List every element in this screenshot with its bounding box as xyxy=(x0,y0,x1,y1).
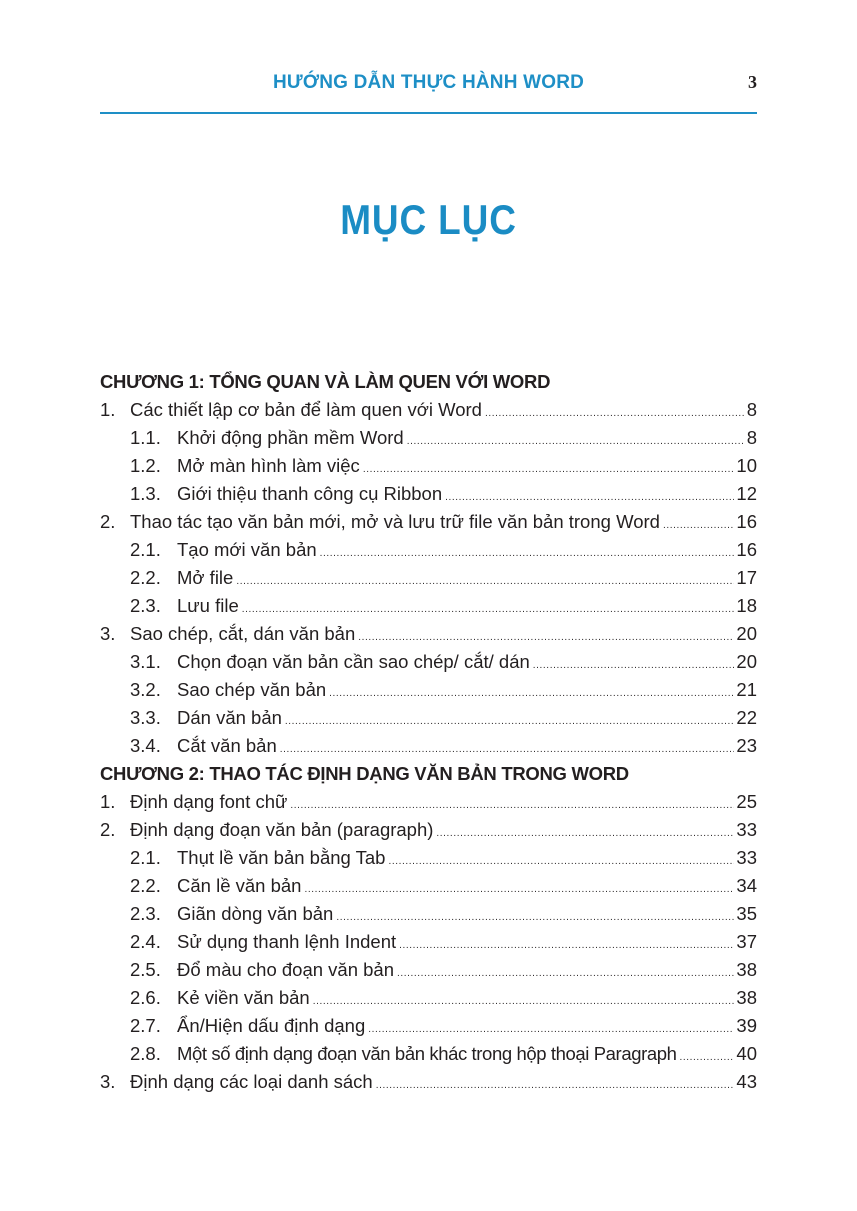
toc-entry[interactable] xyxy=(100,872,757,900)
toc-entry-page: 37 xyxy=(736,931,757,952)
toc-entry-text: Chọn đoạn văn bản cần sao chép/ cắt/ dán xyxy=(177,651,530,672)
toc-entry-page: 21 xyxy=(736,679,757,700)
toc-entry[interactable] xyxy=(100,704,757,732)
toc-entry-text: Sao chép, cắt, dán văn bản xyxy=(130,623,356,644)
toc-entry-number: 2.1. xyxy=(130,847,161,868)
toc-entry-text: Giới thiệu thanh công cụ Ribbon xyxy=(177,483,443,504)
chapter-1-heading[interactable]: CHƯƠNG 1: TỔNG QUAN VÀ LÀM QUEN VỚI WORD xyxy=(100,371,551,392)
toc-entry-page: 16 xyxy=(736,539,757,560)
dot-leader xyxy=(663,512,734,540)
toc-entry[interactable] xyxy=(100,396,757,424)
toc-entry-page: 34 xyxy=(736,875,757,896)
page-header xyxy=(100,64,757,114)
toc-entry-number: 1. xyxy=(100,399,116,420)
toc-entry-text: Giãn dòng văn bản xyxy=(177,903,334,924)
toc-entry-text: Dán văn bản xyxy=(177,707,282,728)
toc-entry-text: Định dạng đoạn văn bản (paragraph) xyxy=(130,819,434,840)
toc-entry-page: 12 xyxy=(736,483,757,504)
toc-entry-number: 2.4. xyxy=(130,931,161,952)
toc-entry-number: 3.4. xyxy=(130,735,161,756)
dot-leader xyxy=(407,428,745,456)
toc-entry[interactable] xyxy=(100,424,757,452)
toc-entry[interactable] xyxy=(100,1068,757,1096)
toc-entry-number: 2.2. xyxy=(130,567,161,588)
toc-entry-number: 1. xyxy=(100,791,116,812)
toc-entry[interactable] xyxy=(100,788,757,816)
toc-entry-number: 2. xyxy=(100,819,116,840)
toc-entry-text: Lưu file xyxy=(177,595,239,616)
table-of-contents xyxy=(100,368,757,1096)
toc-entry-number: 3. xyxy=(100,623,116,644)
toc-entry-page: 22 xyxy=(736,707,757,728)
toc-entry[interactable] xyxy=(100,732,757,760)
toc-entry-number: 3.2. xyxy=(130,679,161,700)
toc-entry-page: 38 xyxy=(736,987,757,1008)
toc-entry-text: Tạo mới văn bản xyxy=(177,539,317,560)
toc-entry[interactable] xyxy=(100,620,757,648)
toc-entry-page: 20 xyxy=(736,651,757,672)
toc-entry-number: 2. xyxy=(100,511,116,532)
toc-entry-page: 20 xyxy=(736,623,757,644)
toc-entry-number: 2.2. xyxy=(130,875,161,896)
dot-leader xyxy=(533,652,735,680)
toc-entry-page: 35 xyxy=(736,903,757,924)
dot-leader xyxy=(436,820,734,848)
toc-entry-number: 3.3. xyxy=(130,707,161,728)
toc-entry-number: 2.3. xyxy=(130,595,161,616)
toc-entry[interactable] xyxy=(100,676,757,704)
dot-leader xyxy=(329,680,734,708)
toc-entry[interactable] xyxy=(100,1012,757,1040)
page-number: 3 xyxy=(748,72,757,92)
toc-entry-page: 25 xyxy=(736,791,757,812)
page-title: MỤC LỤC xyxy=(340,196,517,243)
toc-entry-text: Các thiết lập cơ bản để làm quen với Word xyxy=(130,399,482,420)
toc-entry-page: 18 xyxy=(736,595,757,616)
toc-entry-number: 1.3. xyxy=(130,483,161,504)
toc-entry[interactable] xyxy=(100,816,757,844)
toc-entry[interactable] xyxy=(100,844,757,872)
dot-leader xyxy=(376,1072,735,1100)
toc-entry-page: 39 xyxy=(736,1015,757,1036)
toc-entry-text: Căn lề văn bản xyxy=(177,875,302,896)
dot-leader xyxy=(304,876,734,904)
toc-entry[interactable] xyxy=(100,536,757,564)
toc-entry-text: Khởi động phần mềm Word xyxy=(177,427,404,448)
toc-entry-text: Định dạng các loại danh sách xyxy=(130,1071,373,1092)
toc-entry-number: 2.1. xyxy=(130,539,161,560)
toc-entry-number: 2.5. xyxy=(130,959,161,980)
toc-entry[interactable] xyxy=(100,648,757,676)
toc-entry-page: 23 xyxy=(736,735,757,756)
dot-leader xyxy=(388,848,734,876)
toc-entry-text: Định dạng font chữ xyxy=(130,791,288,812)
toc-entry-page: 8 xyxy=(746,427,757,448)
toc-entry-page: 17 xyxy=(736,567,757,588)
toc-entry-text: Đổ màu cho đoạn văn bản xyxy=(177,959,395,980)
dot-leader xyxy=(485,400,745,428)
toc-entry[interactable] xyxy=(100,480,757,508)
dot-leader xyxy=(313,988,735,1016)
toc-entry[interactable] xyxy=(100,928,757,956)
toc-entry[interactable] xyxy=(100,984,757,1012)
toc-entry-page: 16 xyxy=(736,511,757,532)
toc-entry[interactable] xyxy=(100,508,757,536)
toc-entry-page: 40 xyxy=(736,1043,757,1064)
toc-entry-text: Sử dụng thanh lệnh Indent xyxy=(177,931,397,952)
dot-leader xyxy=(285,708,735,736)
toc-entry-page: 38 xyxy=(736,959,757,980)
toc-entry-page: 33 xyxy=(736,819,757,840)
toc-entry-text: Kẻ viền văn bản xyxy=(177,987,310,1008)
toc-entry-page: 33 xyxy=(736,847,757,868)
toc-entry[interactable] xyxy=(100,592,757,620)
toc-entry-number: 3.1. xyxy=(130,651,161,672)
toc-entry-page: 10 xyxy=(736,455,757,476)
toc-entry-number: 2.8. xyxy=(130,1043,161,1064)
toc-entry[interactable] xyxy=(100,452,757,480)
toc-entry-text: Mở file xyxy=(177,567,234,588)
toc-entry-text: Một số định dạng đoạn văn bản khác trong hộp thoại Paragraph xyxy=(177,1043,677,1064)
toc-entry-page: 8 xyxy=(746,399,757,420)
toc-entry-text: Ẩn/Hiện dấu định dạng xyxy=(177,1015,366,1036)
toc-entry-number: 1.2. xyxy=(130,455,161,476)
toc-entry-text: Mở màn hình làm việc xyxy=(177,455,360,476)
toc-entry-number: 2.6. xyxy=(130,987,161,1008)
toc-entry-number: 3. xyxy=(100,1071,116,1092)
toc-entry-number: 1.1. xyxy=(130,427,161,448)
toc-entry-number: 2.7. xyxy=(130,1015,161,1036)
toc-entry-page: 43 xyxy=(736,1071,757,1092)
dot-leader xyxy=(680,1044,735,1072)
toc-entry-text: Cắt văn bản xyxy=(177,735,277,756)
chapter-2-heading[interactable]: CHƯƠNG 2: THAO TÁC ĐỊNH DẠNG VĂN BẢN TRONG WORD xyxy=(100,763,629,784)
toc-entry-number: 2.3. xyxy=(130,903,161,924)
toc-entry[interactable] xyxy=(100,900,757,928)
toc-entry-text: Sao chép văn bản xyxy=(177,679,327,700)
toc-entry[interactable] xyxy=(100,564,757,592)
dot-leader xyxy=(236,568,734,596)
dot-leader xyxy=(397,960,734,988)
toc-entry-text: Thụt lề văn bản bằng Tab xyxy=(177,847,386,868)
dot-leader xyxy=(399,932,734,960)
dot-leader xyxy=(320,540,735,568)
toc-entry-text: Thao tác tạo văn bản mới, mở và lưu trữ file văn bản trong Word xyxy=(130,511,660,532)
toc-entry[interactable] xyxy=(100,956,757,984)
toc-entry[interactable] xyxy=(100,1040,757,1068)
header-title: HƯỚNG DẪN THỰC HÀNH WORD xyxy=(272,72,585,93)
